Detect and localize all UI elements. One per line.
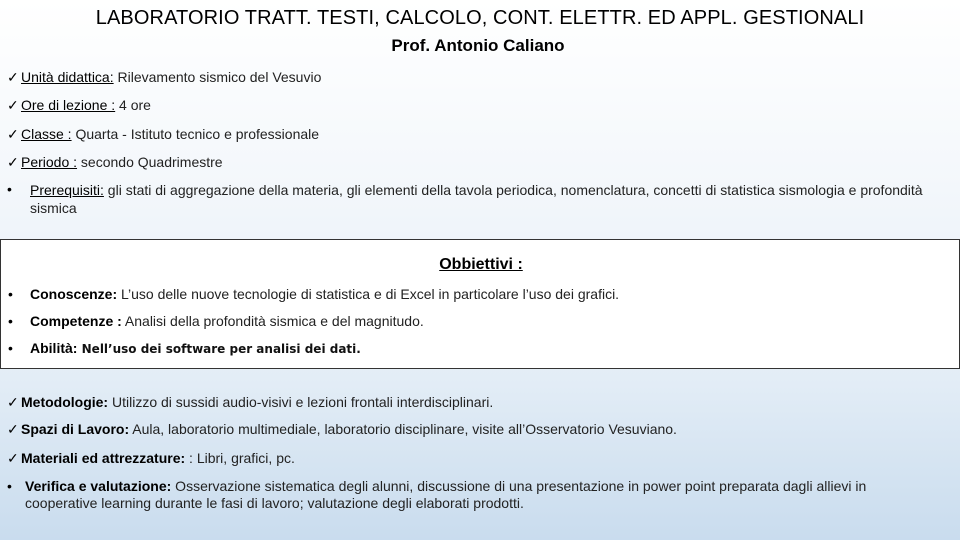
objectives-title: Obbiettivi : bbox=[439, 256, 523, 273]
subtitle-text: Prof. Antonio Caliano bbox=[391, 36, 565, 55]
checkmark-icon: ✓ bbox=[7, 97, 19, 113]
item-label: Classe : bbox=[21, 126, 72, 142]
bullet-icon: • bbox=[8, 340, 13, 356]
item-label: Conoscenze: bbox=[30, 286, 118, 302]
item-label: Competenze : bbox=[30, 313, 122, 329]
objectives-box bbox=[0, 239, 960, 369]
item-text: Analisi della profondità sismica e del magnitudo. bbox=[121, 313, 424, 329]
item-text: 4 ore bbox=[115, 97, 151, 113]
item-text: gli stati di aggregazione della materia, gli elementi della tavola periodica, nomenclatura, concetti di statistica sismologia e profondità sismica bbox=[30, 182, 923, 216]
item-text: Rilevamento sismico del Vesuvio bbox=[113, 69, 322, 85]
item-text: Nell’uso dei software per analisi dei dati. bbox=[77, 342, 361, 356]
page-title: LABORATORIO TRATT. TESTI, CALCOLO, CONT. ELETTR. ED APPL. GESTIONALI bbox=[95, 7, 865, 29]
bullet-icon: • bbox=[7, 181, 12, 197]
list-item-metodologie bbox=[7, 394, 493, 411]
list-item-ore bbox=[7, 97, 151, 114]
bullet-icon: • bbox=[7, 478, 12, 494]
checkmark-icon: ✓ bbox=[7, 154, 19, 170]
checkmark-icon: ✓ bbox=[7, 126, 19, 142]
item-label: Periodo : bbox=[21, 154, 78, 170]
objective-item-competenze bbox=[8, 313, 424, 329]
list-item-unita bbox=[7, 69, 321, 86]
checkmark-icon: ✓ bbox=[7, 69, 19, 85]
bullet-icon: • bbox=[8, 286, 13, 302]
list-item-materiali bbox=[7, 450, 295, 467]
item-label: Unità didattica: bbox=[21, 69, 114, 85]
checkmark-icon: ✓ bbox=[7, 421, 19, 437]
item-label: Materiali ed attrezzature: bbox=[21, 450, 186, 466]
item-text: Quarta - Istituto tecnico e professionale bbox=[71, 126, 320, 142]
item-text: : Libri, grafici, pc. bbox=[185, 450, 295, 466]
page-subtitle bbox=[0, 36, 960, 56]
bullet-icon: • bbox=[8, 313, 13, 329]
item-text: secondo Quadrimestre bbox=[77, 154, 223, 170]
item-label: Prerequisiti: bbox=[30, 182, 104, 198]
item-label: Abilità: bbox=[30, 340, 78, 356]
item-text: Osservazione sistematica degli alunni, discussione di una presentazione in power point preparata dagli allievi in cooperative learning durante le fasi di lavoro; valutazione degli elaborati prodotti. bbox=[25, 478, 867, 511]
item-label: Metodologie: bbox=[21, 394, 109, 410]
item-text: Aula, laboratorio multimediale, laboratorio disciplinare, visite all’Osservatorio Vesuviano. bbox=[129, 421, 677, 437]
list-item-classe bbox=[7, 126, 319, 143]
item-text: Utilizzo di sussidi audio-visivi e lezioni frontali interdisciplinari. bbox=[108, 394, 494, 410]
checkmark-icon: ✓ bbox=[7, 394, 19, 410]
list-item-verifica bbox=[7, 478, 932, 512]
item-label: Verifica e valutazione: bbox=[25, 478, 172, 494]
list-item-spazi bbox=[7, 421, 677, 438]
list-item-periodo bbox=[7, 154, 223, 171]
item-text: L’uso delle nuove tecnologie di statistica e di Excel in particolare l’uso dei grafici. bbox=[117, 286, 620, 302]
item-label: Spazi di Lavoro: bbox=[21, 421, 130, 437]
list-item-prerequisiti bbox=[7, 181, 927, 217]
checkmark-icon: ✓ bbox=[7, 450, 19, 466]
item-label: Ore di lezione : bbox=[21, 97, 116, 113]
objective-item-conoscenze bbox=[8, 286, 619, 302]
objective-item-abilita bbox=[8, 340, 361, 356]
